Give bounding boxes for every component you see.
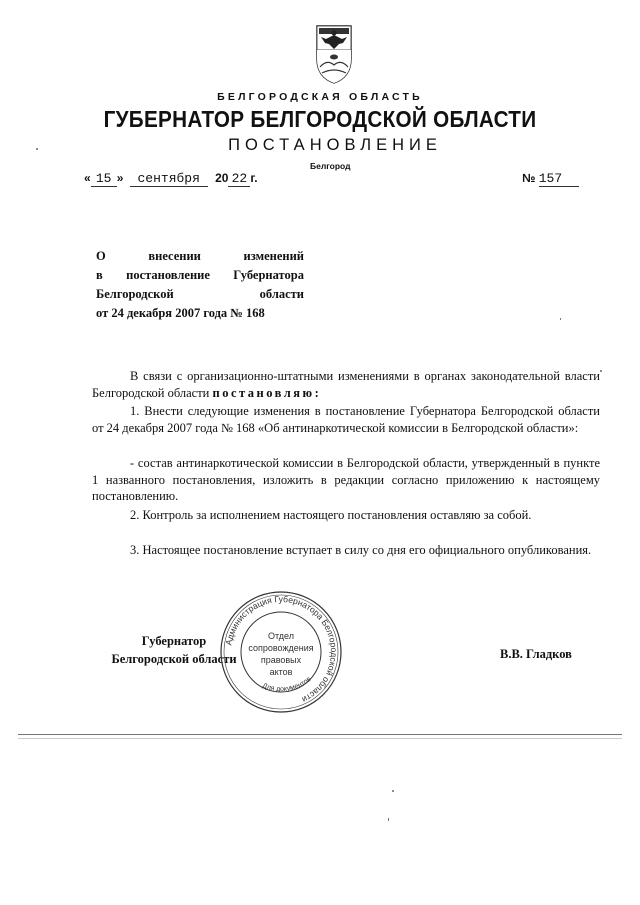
subject-line: [96, 285, 304, 304]
paragraph-item-1: 1. Внести следующие изменения в постановление Губернатора Белгородской области от 24 декабря 2007 года № 168 «Об антинаркотической комиссии в Белгородской области»:: [92, 404, 600, 435]
stamp-ring-text: Администрация Губернатора Белгородской области: [223, 593, 340, 705]
city-name: Белгород: [310, 161, 351, 171]
subject-word: Губернатора: [233, 268, 304, 282]
document-number: [522, 171, 579, 187]
region-name: БЕЛГОРОДСКАЯ ОБЛАСТЬ: [217, 91, 423, 103]
document-date: [84, 171, 258, 187]
stamp-center-line: правовых: [260, 655, 302, 665]
stamp-center-line: Отдел: [267, 631, 295, 641]
scan-speck: [36, 148, 38, 150]
paragraph-item-2: 2. Контроль за исполнением настоящего постановления оставляю за собой.: [130, 508, 532, 522]
scan-speck: [560, 318, 561, 320]
date-open-quote: «: [84, 171, 91, 185]
subject-word: изменений: [243, 249, 304, 263]
paragraph-item-1-dash: - состав антинаркотической комиссии в Белгородской области, утвержденный в пункте 1 названного постановления, изложить в редакции согласно приложению к настоящему постановлению.: [92, 456, 600, 504]
date-month: сентября: [130, 171, 208, 187]
date-year-suffix: 22: [228, 171, 250, 187]
scan-speck: [600, 370, 602, 372]
subject-word: от 24 декабря 2007 года № 168: [96, 306, 265, 320]
scan-speck: [392, 790, 394, 792]
stamp-center-line: актов: [269, 667, 293, 677]
paragraph-item-3: 3. Настоящее постановление вступает в силу со дня его официального опубликования.: [130, 543, 592, 557]
document-subject: [96, 247, 304, 323]
subject-word: Белгородской: [96, 287, 174, 301]
subject-word: области: [259, 287, 304, 301]
official-stamp: [218, 589, 344, 715]
bottom-divider-shadow: [18, 738, 622, 739]
action-word: постановляю:: [212, 385, 322, 400]
number-label: №: [522, 171, 536, 185]
subject-word: О: [96, 249, 106, 263]
document-type: ПОСТАНОВЛЕНИЕ: [228, 136, 442, 154]
subject-word: постановление: [126, 268, 210, 282]
date-close-quote: »: [116, 171, 124, 185]
subject-line: [96, 304, 304, 323]
date-day: 15: [91, 171, 117, 187]
subject-line: [96, 266, 304, 285]
subject-line: [96, 247, 304, 266]
number-value: 157: [539, 171, 579, 187]
date-year-abbr: г.: [250, 171, 258, 185]
position-line-2: Белгородской области: [111, 652, 237, 666]
bottom-divider: [18, 734, 622, 735]
stamp-center-line: сопровождения: [248, 643, 314, 653]
governor-title: ГУБЕРНАТОР БЕЛГОРОДСКОЙ ОБЛАСТИ: [103, 106, 537, 132]
position-line-1: Губернатор: [141, 634, 207, 648]
scan-speck: [388, 818, 389, 821]
paragraph-preamble: [92, 368, 600, 401]
stamp-bottom-text: Для документов: [261, 675, 313, 694]
subject-word: в: [96, 268, 103, 282]
coat-of-arms-emblem: [314, 23, 354, 85]
date-year-prefix: 20: [215, 171, 229, 185]
subject-word: внесении: [148, 249, 201, 263]
preamble-text: В связи с организационно-штатными изменениями в органах законодательной власти Белгородской области: [92, 369, 600, 400]
signatory-name: В.В. Гладков: [500, 647, 572, 661]
